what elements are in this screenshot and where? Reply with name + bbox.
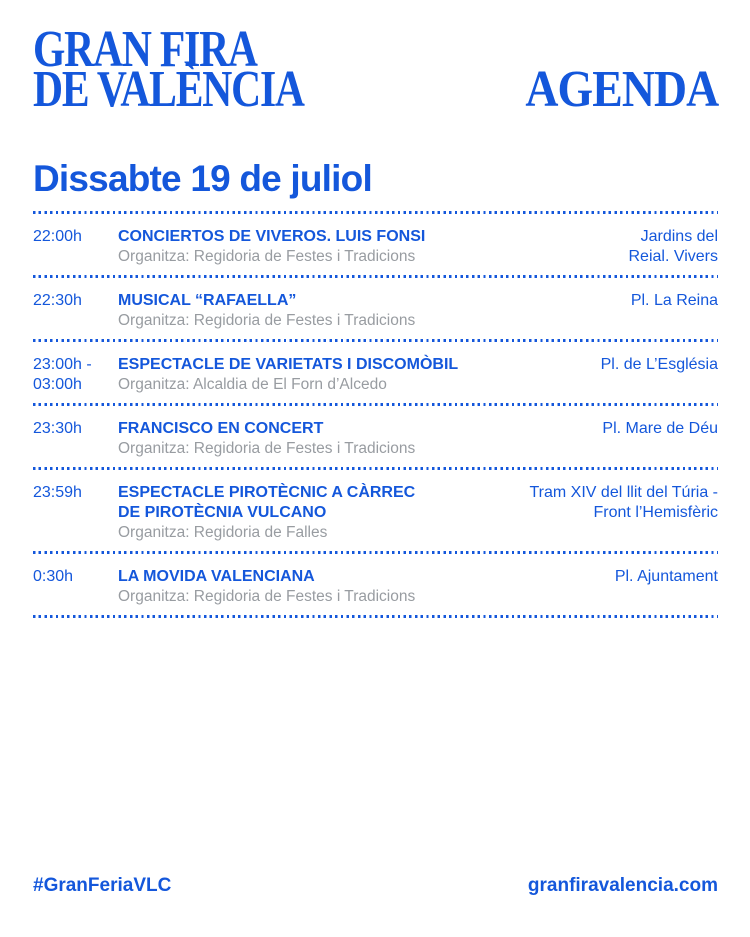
event-main	[118, 483, 503, 543]
event-location	[503, 355, 718, 395]
event-row	[33, 554, 718, 615]
event-time	[33, 483, 118, 543]
event-title-line: ESPECTACLE DE VARIETATS I DISCOMÒBIL	[118, 356, 459, 373]
event-title	[118, 567, 503, 587]
event-title-line: FRANCISCO EN CONCERT	[118, 420, 324, 437]
footer	[33, 875, 718, 897]
event-schedule	[33, 211, 718, 618]
event-organizer: Organitza: Regidoria de Festes i Tradicions	[118, 312, 416, 329]
event-time-line: 0:30h	[33, 568, 74, 585]
event-main	[118, 227, 503, 267]
event-location-line: Pl. Mare de Déu	[602, 420, 718, 437]
header	[33, 21, 718, 118]
event-row	[33, 406, 718, 467]
event-time-line: 03:00h	[33, 376, 82, 393]
event-time-line: 23:00h -	[33, 356, 92, 373]
brand-line-2: DE VALÈNCIA	[33, 61, 304, 118]
event-title-line: MUSICAL “RAFAELLA”	[118, 292, 297, 309]
footer-hashtag: #GranFeriaVLC	[33, 875, 172, 896]
event-organizer: Organitza: Regidoria de Festes i Tradicions	[118, 588, 416, 605]
event-main	[118, 567, 503, 607]
dotted-separator	[33, 615, 718, 618]
event-time	[33, 227, 118, 267]
event-title	[118, 291, 503, 311]
event-main	[118, 419, 503, 459]
date-title: Dissabte 19 de juliol	[33, 158, 372, 199]
event-location	[503, 419, 718, 459]
event-time	[33, 567, 118, 607]
event-title	[118, 355, 503, 375]
event-time-line: 22:00h	[33, 228, 82, 245]
event-title	[118, 483, 503, 523]
event-time-line: 23:30h	[33, 420, 82, 437]
event-location-line: Reial. Vivers	[628, 248, 718, 265]
event-title-line: ESPECTACLE PIROTÈCNIC A CÀRREC	[118, 484, 416, 501]
footer-website: granfiravalencia.com	[527, 875, 718, 896]
event-organizer: Organitza: Regidoria de Falles	[118, 524, 328, 541]
event-location-line: Pl. La Reina	[630, 292, 718, 309]
event-title	[118, 419, 503, 439]
agenda-label: AGENDA	[524, 61, 718, 118]
event-title-line: CONCIERTOS DE VIVEROS. LUIS FONSI	[118, 228, 426, 245]
event-time	[33, 355, 118, 395]
event-location	[503, 567, 718, 607]
event-organizer: Organitza: Regidoria de Festes i Tradicions	[118, 440, 416, 457]
event-location-line: Jardins del	[640, 228, 718, 245]
brand-line-1: GRAN FIRA	[33, 21, 257, 78]
event-title	[118, 227, 503, 247]
event-time	[33, 419, 118, 459]
event-location-line: Tram XIV del llit del Túria -	[529, 484, 718, 501]
event-location	[503, 483, 718, 543]
event-location	[503, 227, 718, 267]
event-time	[33, 291, 118, 331]
event-organizer: Organitza: Alcaldia de El Forn d’Alcedo	[118, 376, 387, 393]
event-main	[118, 291, 503, 331]
event-organizer: Organitza: Regidoria de Festes i Tradicions	[118, 248, 416, 265]
event-location-line: Pl. Ajuntament	[614, 568, 718, 585]
event-row	[33, 214, 718, 275]
event-title-line: LA MOVIDA VALENCIANA	[118, 568, 315, 585]
event-location-line: Pl. de L’Església	[600, 356, 718, 373]
event-location-line: Front l’Hemisfèric	[593, 504, 718, 521]
event-row	[33, 342, 718, 403]
event-title-line: DE PIROTÈCNIA VULCANO	[118, 504, 327, 521]
event-row	[33, 470, 718, 551]
event-time-line: 23:59h	[33, 484, 82, 501]
event-main	[118, 355, 503, 395]
event-location	[503, 291, 718, 331]
event-row	[33, 278, 718, 339]
brand-logo	[33, 21, 304, 118]
event-time-line: 22:30h	[33, 292, 82, 309]
